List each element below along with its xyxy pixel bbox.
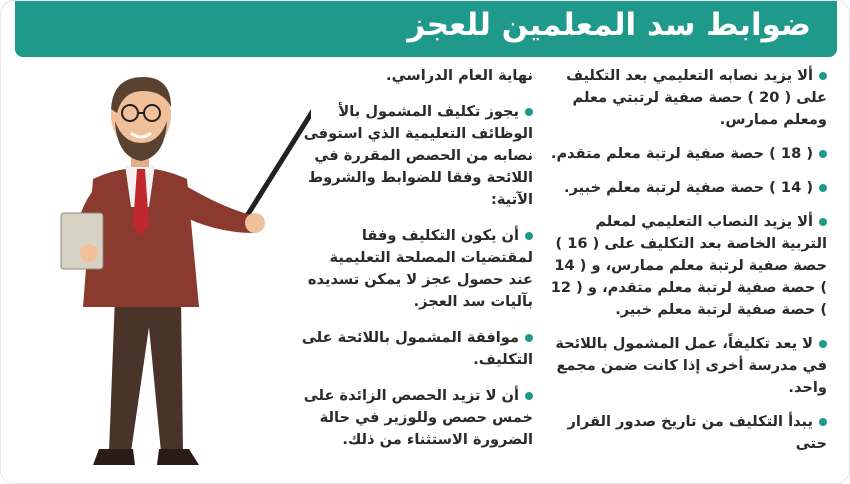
bullet-dot — [819, 72, 827, 80]
list-item: يبدأ التكليف من تاريخ صدور القرار حتى — [567, 413, 827, 452]
list-item: أن يكون التكليف وفقا لمقتضيات المصلحة التعليمية عند حصول عجز لا يمكن تسديده بآليات سد العجز. — [307, 227, 533, 310]
teacher-illustration — [31, 57, 311, 477]
list-item: ألا يزيد النصاب التعليمي لمعلم التربية الخاصة بعد التكليف على ( 16 ) حصة صفية لرتبة معلم ممارس، و ( 14 ) حصة صفية لرتبة معلم متقدم، و ( 12 ) حصة صفية لرتبة معلم خبير. — [550, 213, 827, 318]
bullet-dot — [819, 150, 827, 158]
list-item: موافقة المشمول باللائحة على التكليف. — [301, 329, 533, 368]
list-item: ألا يزيد نصابه التعليمي بعد التكليف على ( 20 ) حصة صفية لرتبتي معلم ومعلم ممارس. — [566, 67, 827, 128]
right-column — [549, 65, 827, 467]
list-item-continued: نهاية العام الدراسي. — [386, 67, 533, 84]
bullet-dot — [819, 184, 827, 192]
bullet-dot — [525, 334, 533, 342]
bullet-dot — [525, 108, 533, 116]
bullet-dot — [525, 232, 533, 240]
middle-column — [301, 65, 533, 465]
bullet-dot — [819, 418, 827, 426]
list-item: يجوز تكليف المشمول بالأ الوظائف التعليمية الذي استوفى نصابه من الحصص المقررة في اللائحة وفقا للضوابط والشروط الآتية: — [303, 103, 533, 208]
list-item: ( 18 ) حصة صفية لرتبة معلم متقدم. — [549, 143, 827, 165]
list-item: ( 14 ) حصة صفية لرتبة معلم خبير. — [549, 177, 827, 199]
list-item: لا يعد تكليفاً، عمل المشمول باللائحة في مدرسة أخرى إذا كانت ضمن مجمع واحد. — [555, 335, 827, 396]
bullet-dot — [819, 340, 827, 348]
list-item: أن لا تزيد الحصص الزائدة على خمس حصص وللوزير في حالة الضرورة الاستثناء من ذلك. — [303, 387, 533, 448]
page-title: ضوابط سد المعلمين للعجز — [407, 7, 811, 43]
bullet-dot — [525, 392, 533, 400]
bullet-dot — [819, 218, 827, 226]
title-banner — [15, 1, 837, 57]
